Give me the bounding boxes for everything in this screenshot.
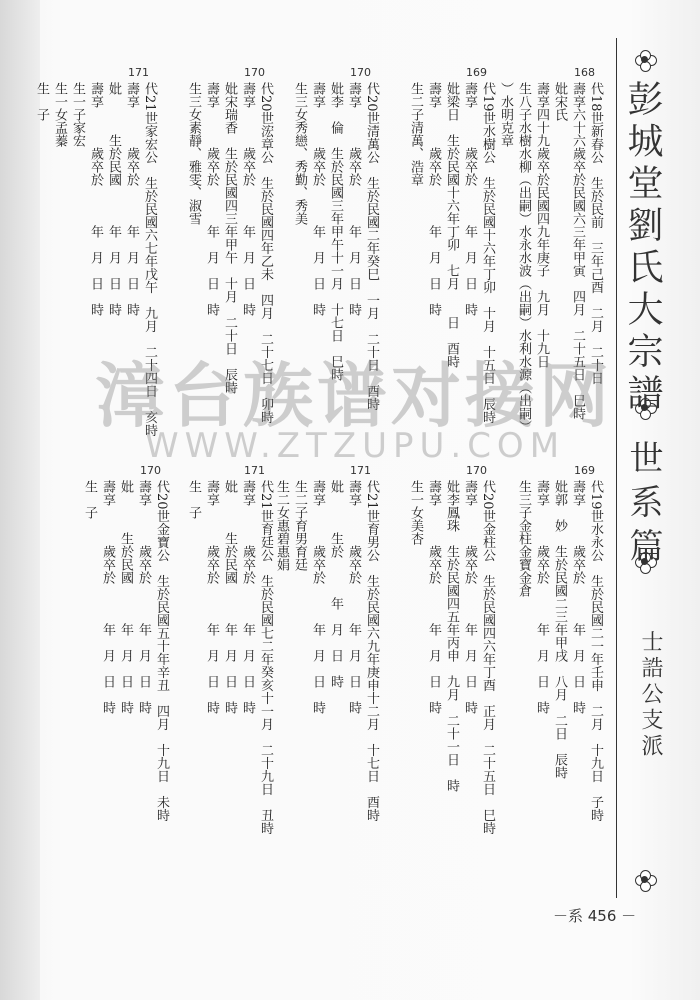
- genealogy-line: 代20世清萬公 生於民國二年癸巳 一月 二十日 酉時: [364, 82, 379, 411]
- genealogy-line: 代19世水永公 生於民國二一年壬申 二月 十九日 子時: [588, 480, 603, 822]
- genealogy-line: 壽享 歲卒於 年 月 日 時: [310, 480, 325, 714]
- genealogy-line: 代18世新春公 生於民前 三年己酉 二月 二十日: [588, 82, 603, 385]
- genealogy-line: 壽享 歲卒於 年 月 日 時: [88, 82, 103, 316]
- genealogy-line: 生 子: [186, 480, 201, 519]
- book-title: 彭城堂劉氏大宗譜: [622, 80, 663, 416]
- genealogy-line: 壽享 歲卒於 年 月 日 時: [136, 480, 151, 714]
- flower-icon: [635, 870, 657, 892]
- genealogy-line: 生一女孟蓁: [52, 82, 67, 147]
- genealogy-line: 妣李 倫 生於民國三年甲午十一月 十七日 巳時: [328, 82, 343, 381]
- genealogy-line: 壽享 歲卒於 年 月 日 時: [570, 480, 585, 714]
- generation-number: 170: [350, 66, 371, 79]
- genealogy-line: 生八子水樹水柳（出嗣）水永水波（出嗣）水利水源（出嗣）: [516, 82, 531, 433]
- genealogy-line: 壽享 歲卒於 年 月 日 時: [204, 480, 219, 714]
- genealogy-line: 壽享 歲卒於 年 月 日 時: [462, 480, 477, 714]
- generation-number: 169: [574, 464, 595, 477]
- genealogy-line: 壽享六十六歲卒於民國六三年甲寅 四月 二十五日 巳時: [570, 82, 585, 420]
- genealogy-line: 生一子家宏: [70, 82, 85, 147]
- section-title: 世系篇: [623, 440, 663, 572]
- genealogy-line: 生二子清萬、浩章: [408, 82, 423, 186]
- genealogy-line: 代20世金寶公 生於民國五十年辛丑 四月 十九日 未時: [154, 480, 169, 822]
- generation-number: 171: [244, 464, 265, 477]
- genealogy-line: 壽享 歲卒於 年 月 日 時: [240, 82, 255, 316]
- binding-shadow: [0, 0, 40, 1000]
- genealogy-line: 壽享 歲卒於 年 月 日 時: [534, 480, 549, 714]
- genealogy-line: 妣梁日 生於民國十六年丁卯 七月 日 酉時: [444, 82, 459, 368]
- genealogy-line: 壽享 歲卒於 年 月 日 時: [124, 82, 139, 316]
- watermark-text: 漳台族谱对接网: [95, 355, 613, 437]
- branch-title: 士誥公支派: [638, 630, 663, 760]
- genealogy-line: 壽享 歲卒於 年 月 日 時: [204, 82, 219, 316]
- generation-number: 170: [140, 464, 161, 477]
- genealogy-line: 壽享 歲卒於 年 月 日 時: [346, 480, 361, 714]
- genealogy-line: 生三子金柱金寶金倉: [516, 480, 531, 597]
- genealogy-line: 生 子: [34, 82, 49, 121]
- genealogy-line: 壽享四十九歲卒於民國四九年庚子 九月 十九日: [534, 82, 549, 368]
- genealogy-line: 生二子育男育廷: [292, 480, 307, 571]
- genealogy-line: 壽享 歲卒於 年 月 日 時: [310, 82, 325, 316]
- generation-number: 170: [466, 464, 487, 477]
- genealogy-line: 代21世育男公 生於民國六九年庚申十二月 十七日 酉時: [364, 480, 379, 822]
- generation-number: 171: [350, 464, 371, 477]
- genealogy-line: 壽享 歲卒於 年 月 日 時: [100, 480, 115, 714]
- genealogy-line: 妣 生於民國 年 月 日 時: [106, 82, 121, 316]
- generation-number: 171: [128, 66, 149, 79]
- flower-icon: [635, 50, 657, 72]
- genealogy-line: 生二女惠碧惠娟: [274, 480, 289, 571]
- genealogy-line: 妣 生於 年 月 日 時: [328, 480, 343, 688]
- genealogy-line: 妣 生於民國 年 月 日 時: [118, 480, 133, 714]
- genealogy-line: 代19世水樹公 生於民國十六年丁卯 十月 十五日 辰時: [480, 82, 495, 424]
- generation-number: 169: [466, 66, 487, 79]
- genealogy-line: 代20世金柱公 生於民國四六年丁酉 正月 二十五日 巳時: [480, 480, 495, 835]
- genealogy-line: ）水明克章: [498, 82, 513, 147]
- genealogy-line: 妣李鳳珠 生於民國四五年丙申 九月 二十一日 時: [444, 480, 459, 792]
- genealogy-line: 生一女美杏: [408, 480, 423, 545]
- genealogy-line: 妣郭 妙 生於民國二三年甲戌 八月 二日 辰時: [552, 480, 567, 779]
- genealogy-line: 生三女秀戀、秀勤、秀美: [292, 82, 307, 225]
- genealogy-line: 代21世家宏公 生於民國六七年戊午 九月 二十四日 亥時: [142, 82, 157, 437]
- genealogy-line: 壽享 歲卒於 年 月 日 時: [346, 82, 361, 316]
- watermark-url: WWW.ZTZUPU.COM: [145, 426, 566, 466]
- genealogy-line: 壽享 歲卒於 年 月 日 時: [426, 480, 441, 714]
- page-number: －系 456 －: [553, 907, 637, 925]
- genealogy-line: 壽享 歲卒於 年 月 日 時: [462, 82, 477, 316]
- generation-number: 168: [574, 66, 595, 79]
- genealogy-line: 壽享 歲卒於 年 月 日 時: [240, 480, 255, 714]
- genealogy-line: 代20世浤章公 生於民國四年乙未 四月 二十七日 卯時: [258, 82, 273, 424]
- genealogy-line: 壽享 歲卒於 年 月 日 時: [426, 82, 441, 316]
- generation-number: 170: [244, 66, 265, 79]
- genealogy-line: 妣宋瑞香 生於民國四三年甲午 十月 二十日 辰時: [222, 82, 237, 394]
- genealogy-line: 生 子: [82, 480, 97, 519]
- genealogy-line: 妣宋氏: [552, 82, 567, 121]
- genealogy-line: 生三女素靜、雅雯、淑雪: [186, 82, 201, 225]
- genealogy-line: 妣 生於民國 年 月 日 時: [222, 480, 237, 714]
- genealogy-line: 代21世育廷公 生於民國七二年癸亥十一月 二十九日 丑時: [258, 480, 273, 835]
